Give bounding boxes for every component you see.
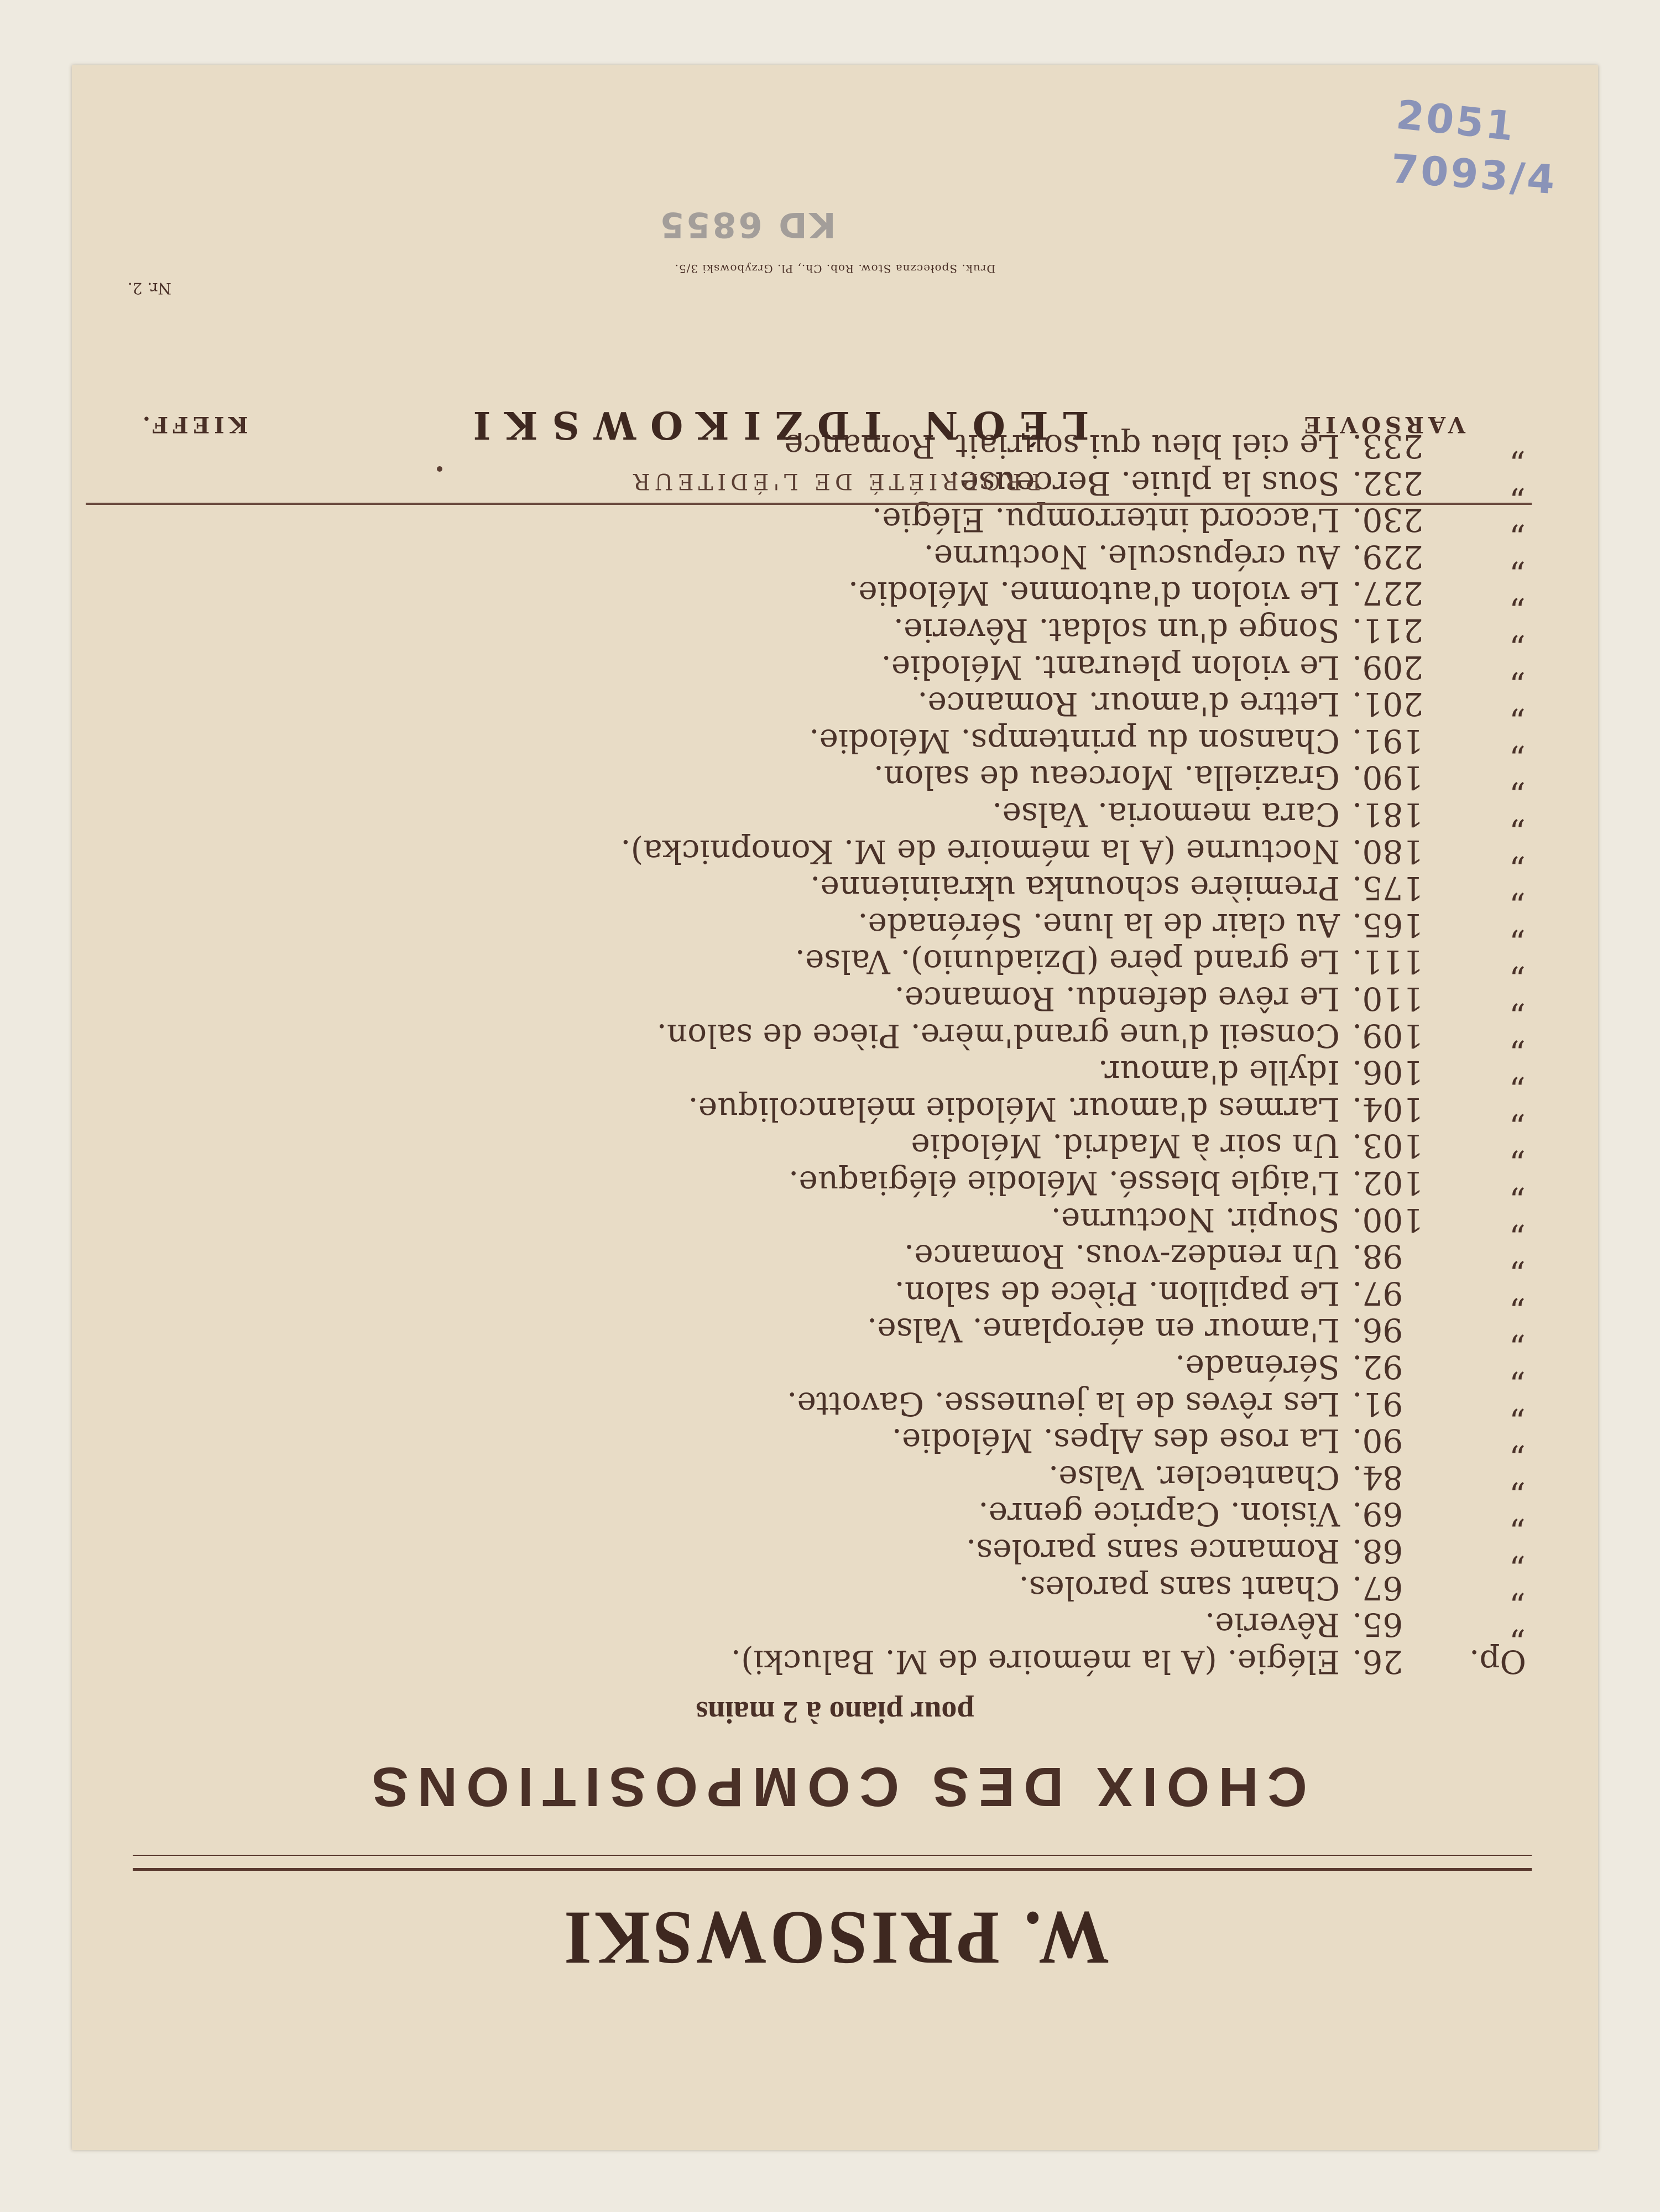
- opus-number: 65.: [1352, 1606, 1403, 1644]
- opus-number: 90.: [1352, 1422, 1403, 1460]
- opus-number: 111.: [1352, 943, 1424, 981]
- opus-number: 104.: [1352, 1090, 1424, 1128]
- work-prefix: ”: [1510, 1422, 1526, 1460]
- work-prefix: ”: [1510, 575, 1526, 613]
- publisher-line: [138, 400, 1465, 450]
- work-prefix: ”: [1510, 1090, 1526, 1128]
- work-title: La rose des Alpes. Mélodie.: [891, 1422, 1340, 1460]
- work-prefix: ”: [1510, 1164, 1526, 1202]
- work-prefix: ”: [1510, 980, 1526, 1018]
- work-title: Conseil d'une grand'mère. Pièce de salon.: [656, 1016, 1340, 1055]
- opus-number: 102.: [1352, 1164, 1424, 1202]
- plate-number: Nr. 2.: [127, 279, 171, 298]
- opus-number: 109.: [1352, 1016, 1424, 1055]
- work-title: Le rêve defendu. Romance.: [894, 980, 1340, 1018]
- work-prefix: ”: [1510, 1016, 1526, 1055]
- opus-number: 227.: [1352, 575, 1424, 613]
- catalog-subtitle: pour piano à 2 mains: [696, 1695, 974, 1729]
- work-row: [144, 1165, 1526, 1202]
- work-title: L'amour en aéroplane. Valse.: [866, 1311, 1340, 1349]
- opus-number: 181.: [1352, 796, 1424, 834]
- rotated-page-content: [72, 65, 1598, 2150]
- opus-number: 68.: [1352, 1532, 1403, 1570]
- pencil-shelf-number: 7093/4: [1389, 145, 1559, 204]
- rule-divider: [86, 503, 1532, 505]
- work-prefix: ”: [1510, 1532, 1526, 1570]
- opus-number: 232.: [1352, 464, 1424, 502]
- work-prefix: ”: [1510, 796, 1526, 834]
- work-row: [144, 833, 1526, 870]
- work-row: [144, 1496, 1526, 1533]
- opus-number: 98.: [1352, 1238, 1403, 1276]
- work-prefix: ”: [1510, 832, 1526, 870]
- opus-number: 180.: [1352, 832, 1424, 870]
- work-prefix: ”: [1510, 1606, 1526, 1644]
- opus-number: 96.: [1352, 1311, 1403, 1349]
- work-title: Lettre d'amour. Romance.: [917, 685, 1340, 723]
- work-prefix: ”: [1510, 648, 1526, 686]
- opus-number: 67.: [1352, 1569, 1403, 1607]
- work-title: Le grand père (Dziadunio). Valse.: [795, 943, 1340, 981]
- opus-number: 233.: [1352, 427, 1424, 466]
- opus-number: 175.: [1352, 869, 1424, 907]
- work-prefix: Op.: [1469, 1642, 1526, 1681]
- work-prefix: ”: [1510, 943, 1526, 981]
- work-title: Un soir à Madrid. Mélodie: [911, 1127, 1340, 1165]
- work-title: Le violon pleurant. Mélodie.: [881, 648, 1340, 686]
- work-title: Romance sans paroles.: [965, 1532, 1340, 1570]
- catalog-title: CHOIX DES COMPOSITIONS: [363, 1756, 1307, 1818]
- work-row: [144, 1275, 1526, 1312]
- work-title: Le ciel bleu qui souriait. Romance.: [774, 427, 1340, 466]
- work-title: Idylle d'amour.: [1098, 1053, 1340, 1092]
- work-row: [144, 980, 1526, 1018]
- work-row: [144, 575, 1526, 612]
- opus-number: 211.: [1352, 612, 1424, 650]
- work-row: [144, 870, 1526, 907]
- work-title: Graziella. Morceau de salon.: [873, 759, 1340, 797]
- work-title: Sous la pluie. Berceuse.: [949, 464, 1340, 502]
- work-title: Nocturne (A la mémoire de M. Konopnicka).: [620, 832, 1340, 870]
- opus-number: 229.: [1352, 538, 1424, 576]
- work-row: [144, 759, 1526, 796]
- work-prefix: ”: [1510, 612, 1526, 650]
- work-prefix: ”: [1510, 1385, 1526, 1423]
- opus-number: 103.: [1352, 1127, 1424, 1165]
- work-prefix: ”: [1510, 538, 1526, 576]
- opus-number: 190.: [1352, 759, 1424, 797]
- work-row: [144, 1459, 1526, 1496]
- work-prefix: ”: [1510, 906, 1526, 944]
- work-prefix: ”: [1510, 869, 1526, 907]
- double-rule-divider: [133, 1855, 1532, 1871]
- work-title: Le violon d'automne. Mélodie.: [848, 575, 1340, 613]
- opus-number: 91.: [1352, 1385, 1403, 1423]
- publisher-property-line: PROPRIÉTÉ DE L'ÉDITEUR: [629, 468, 1041, 494]
- work-row: [144, 1643, 1526, 1680]
- opus-number: 191.: [1352, 722, 1424, 760]
- printer-credit: Druk. Społeczna Stow. Rob. Ch., Pl. Grzybowski 3/5.: [674, 262, 996, 275]
- pencil-inventory-number: KD 6855: [658, 205, 836, 245]
- opus-number: 110.: [1352, 980, 1424, 1018]
- opus-number: 100.: [1352, 1201, 1424, 1239]
- work-row: [144, 1054, 1526, 1091]
- work-row: [144, 1312, 1526, 1349]
- work-title: Les rêves de la jeunesse. Gavotte.: [787, 1385, 1340, 1423]
- work-title: Chantecler. Valse.: [1048, 1458, 1340, 1496]
- work-title: Au crépuscule. Nocturne.: [923, 538, 1340, 576]
- work-row: [144, 1017, 1526, 1054]
- ink-dot: [437, 466, 442, 472]
- work-row: [144, 1128, 1526, 1165]
- work-title: Un rendez-vous. Romance.: [904, 1238, 1340, 1276]
- work-title: Cara memoria. Valse.: [992, 796, 1340, 834]
- work-title: Chanson du printemps. Mélodie.: [809, 722, 1340, 760]
- work-prefix: ”: [1510, 1569, 1526, 1607]
- work-prefix: ”: [1510, 464, 1526, 502]
- work-row: [144, 1238, 1526, 1275]
- music-sheet-page: [72, 65, 1598, 2150]
- work-prefix: ”: [1510, 1311, 1526, 1349]
- work-prefix: ”: [1510, 1458, 1526, 1496]
- opus-number: 201.: [1352, 685, 1424, 723]
- opus-number: 230.: [1352, 501, 1424, 539]
- work-prefix: ”: [1510, 1127, 1526, 1165]
- work-prefix: ”: [1510, 1238, 1526, 1276]
- opus-number: 84.: [1352, 1458, 1403, 1496]
- work-title: Au clair de la lune. Sérénade.: [858, 906, 1340, 944]
- work-row: [144, 907, 1526, 944]
- opus-number: 97.: [1352, 1274, 1403, 1312]
- work-title: L'accord interrompu. Elégie.: [871, 501, 1340, 539]
- work-title: Sérénade.: [1175, 1348, 1340, 1386]
- opus-number: 26.: [1352, 1642, 1403, 1681]
- work-row: [144, 1606, 1526, 1644]
- work-title: Le papillon. Pièce de salon.: [894, 1274, 1340, 1312]
- work-row: [144, 943, 1526, 980]
- work-title: Songe d'un soldat. Rêverie.: [893, 612, 1340, 650]
- work-row: [144, 1349, 1526, 1386]
- work-row: [144, 1385, 1526, 1422]
- work-title: Première schounka ukrainienne.: [810, 869, 1340, 907]
- work-title: Chant sans paroles.: [1019, 1569, 1340, 1607]
- opus-number: 106.: [1352, 1053, 1424, 1092]
- work-title: Vision. Caprice genre.: [978, 1495, 1340, 1533]
- work-prefix: ”: [1510, 1348, 1526, 1386]
- work-prefix: ”: [1510, 501, 1526, 539]
- opus-number: 209.: [1352, 648, 1424, 686]
- work-prefix: ”: [1510, 1053, 1526, 1092]
- work-row: [144, 612, 1526, 649]
- work-row: [144, 1533, 1526, 1570]
- work-row: [144, 1422, 1526, 1459]
- work-prefix: ”: [1510, 427, 1526, 466]
- work-row: [144, 686, 1526, 723]
- work-row: [144, 539, 1526, 576]
- publisher-city-warsaw: VARSOVIE: [1299, 411, 1465, 438]
- opus-number: 92.: [1352, 1348, 1403, 1386]
- work-row: [144, 723, 1526, 760]
- work-title: L'aigle blessé. Mélodie élégiaque.: [788, 1164, 1340, 1202]
- work-row: [144, 1569, 1526, 1606]
- opus-number: 165.: [1352, 906, 1424, 944]
- work-prefix: ”: [1510, 1495, 1526, 1533]
- work-title: Soupir. Nocturne.: [1051, 1201, 1340, 1239]
- work-row: [144, 796, 1526, 833]
- work-row: [144, 502, 1526, 539]
- work-title: Larmes d'amour. Mélodie mélancolique.: [688, 1090, 1340, 1128]
- work-title: Elégie. (A la mémoire de M. Balucki).: [730, 1642, 1340, 1681]
- works-list: [144, 428, 1526, 1680]
- work-title: Rêverie.: [1204, 1606, 1340, 1644]
- work-row: [144, 1201, 1526, 1238]
- pencil-catalog-number: 2051: [1394, 91, 1518, 150]
- work-row: [144, 1091, 1526, 1128]
- work-prefix: ”: [1510, 685, 1526, 723]
- publisher-name: LÉON IDZIKOWSKI: [458, 403, 1089, 447]
- publisher-city-kiev: KIEFF.: [138, 411, 248, 438]
- work-prefix: ”: [1510, 1201, 1526, 1239]
- work-prefix: ”: [1510, 1274, 1526, 1312]
- work-prefix: ”: [1510, 722, 1526, 760]
- opus-number: 69.: [1352, 1495, 1403, 1533]
- work-row: [144, 649, 1526, 686]
- work-prefix: ”: [1510, 759, 1526, 797]
- composer-name: W. PRISOWSKI: [561, 1896, 1109, 1981]
